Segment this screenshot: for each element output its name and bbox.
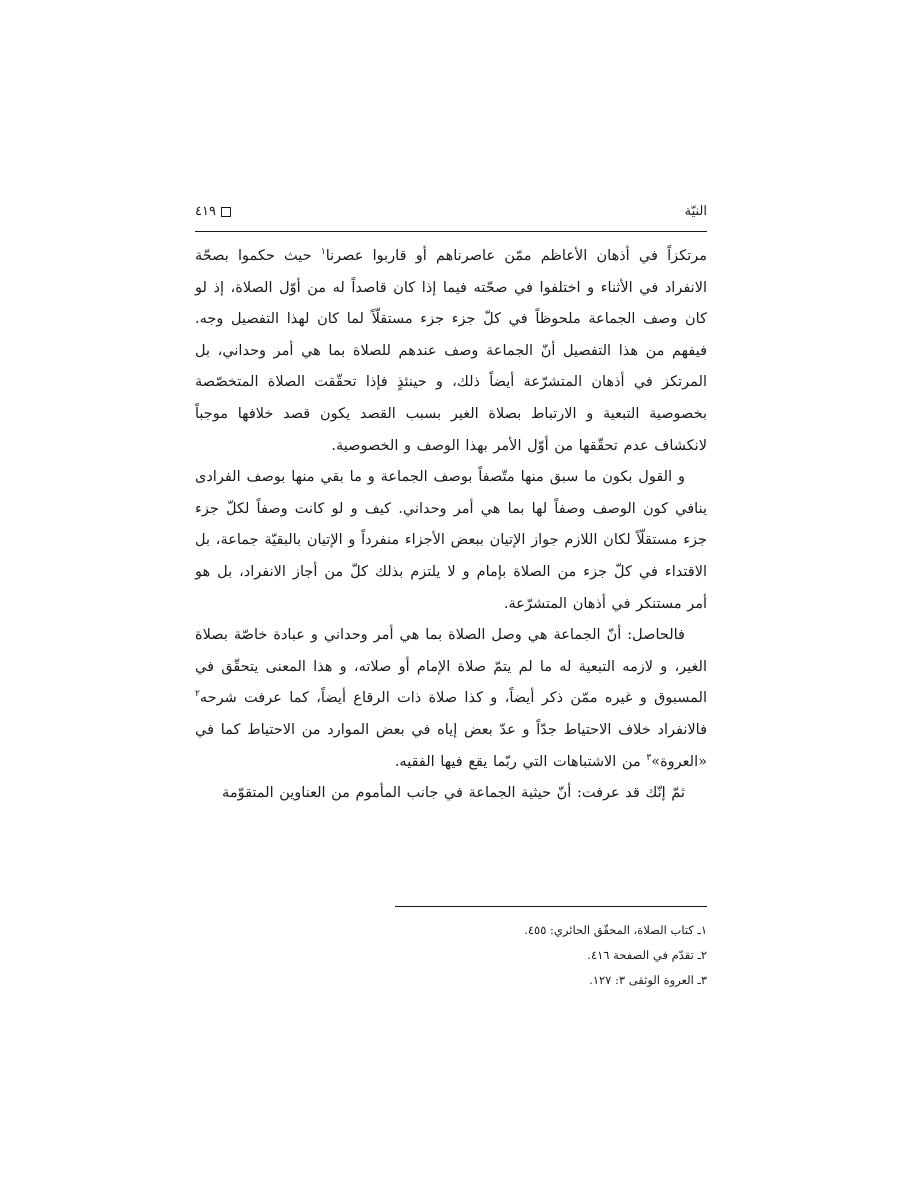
body-text (195, 241, 707, 810)
footnote-rule (395, 906, 707, 907)
header-rule (195, 231, 707, 232)
footnote-1: ١ـ كتاب الصلاة، المحقّق الحائري: ٤٥٥. (524, 923, 707, 937)
page-number-block (195, 200, 231, 224)
footnote-ref-2: ٢ (195, 689, 200, 700)
footnotes (395, 918, 707, 993)
paragraph-3-text-b: فالانفراد خلاف الاحتياط جدّاً و عدّ بعض إياه في بعض الموارد من الاحتياط كما في «العروة» (195, 721, 707, 770)
paragraph-1-text-b: حيث حكموا بصحّة الانفراد في الأثناء و اختلفوا في صحّته فيما إذا كان قاصداً له من أوّل الصلاة، إذ لو كان وصف الجماعة ملحوظاً في كلّ جزء جزء مستقلّاً لما كان لهذا التفصيل وجه. فيفهم من هذا التفصيل أنّ الجماعة وصف عندهم للصلاة بما هي أمر وحداني، بل المرتكز في أذهان المتشرّعة أيضاً ذلك، و حينئذٍ فإذا تحقّقت الصلاة المتخصّصة بخصوصية التبعية و الارتباط بصلاة الغير بسبب القصد يكون قصد خلافها موجباً لانكشاف عدم تحقّقها من أوّل الأمر بهذا الوصف و الخصوصية. (195, 248, 707, 454)
footnote-ref-1: ١ (320, 247, 326, 258)
paragraph-3-text-c: من الاشتباهات التي ربّما يقع فيها الفقيه. (394, 753, 647, 770)
footnote-3: ٣ـ العروة الوثقى ٣: ١٢٧. (589, 973, 707, 987)
paragraph-2: و القول بكون ما سبق منها متّصفاً بوصف الجماعة و ما بقي منها بوصف الفرادى ينافي كون الوصف وصفاً لها بما هي أمر وحداني. كيف و لو كانت وصفاً لكلّ جزء جزء مستقلّاً لكان اللازم جواز الإتيان ببعض الأجزاء منفرداً و الإتيان بالبقيّة جماعة، بل الاقتداء في كلّ جزء من الصلاة بإمام و لا يلتزم بذلك كلّ من أجاز الانفراد، بل هو أمر مستنكر في أذهان المتشرّعة. (195, 469, 707, 612)
paragraph-3-text-a: فالحاصل: أنّ الجماعة هي وصل الصلاة بما هي أمر وحداني و عبادة خاصّة بصلاة الغير، و لازمه التبعية له ما لم يتمّ صلاة الإمام أو صلاته، و هذا المعنى يتحقّق في المسبوق و غيره ممّن ذكر أيضاً، و كذا صلاة ذات الرقاع أيضاً، كما عرفت شرحه (195, 627, 707, 707)
paragraph-3 (195, 620, 707, 778)
paragraph-1 (195, 241, 707, 462)
paragraph-1-text-a: مرتكزاً في أذهان الأعاظم ممّن عاصرناهم أو قاربوا عصرنا (325, 248, 707, 264)
square-outline-icon (221, 207, 231, 217)
paragraph-4: ثمّ إنّك قد عرفت: أنّ حيثية الجماعة في جانب المأموم من العناوين المتقوّمة (222, 785, 685, 802)
footnote-ref-3: ٣ (646, 752, 652, 763)
footnote-2: ٢ـ تقدّم في الصفحة ٤١٦. (587, 948, 707, 962)
running-head (195, 200, 707, 224)
running-head-title: النيّة (684, 204, 707, 219)
page-number: ٤١٩ (195, 204, 216, 219)
